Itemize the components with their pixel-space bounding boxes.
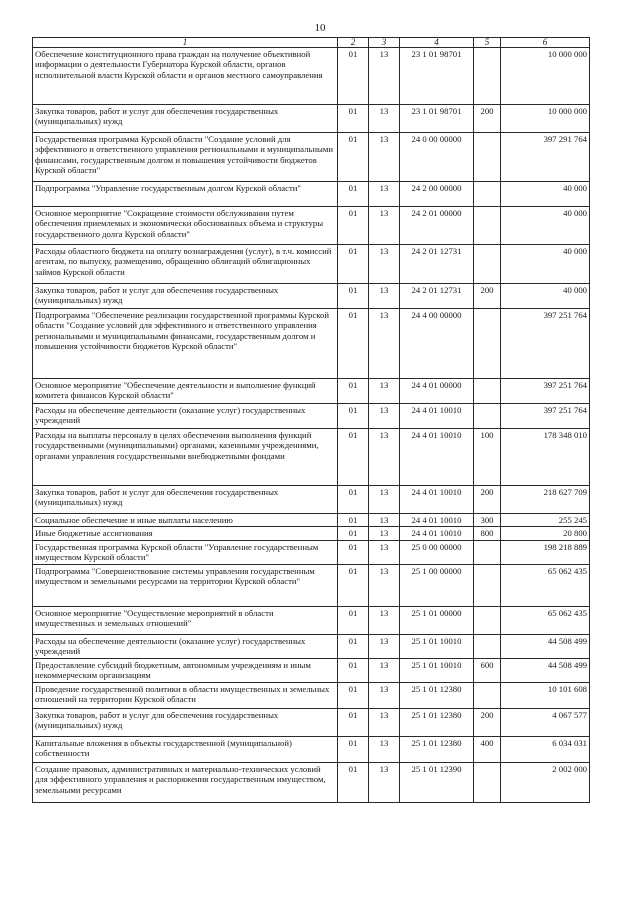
budget-table <box>32 37 590 803</box>
table-row <box>33 708 590 736</box>
column-header-amount: 6 <box>501 38 590 48</box>
row-amount-cell: 397 251 764 <box>501 309 590 379</box>
row-amount-cell: 65 062 435 <box>501 606 590 634</box>
row-subsection-cell: 13 <box>369 658 400 682</box>
row-name-cell: Расходы областного бюджета на оплату вознаграждения (услуг), в т.ч. комиссий агентам, по выпуску, размещению, обращению облигаций облигационных займов Курской области <box>33 245 338 284</box>
row-amount-cell: 44 508 499 <box>501 658 590 682</box>
row-target-item-cell: 25 1 01 12390 <box>400 762 474 802</box>
row-expense-type-cell <box>474 133 501 182</box>
row-subsection-cell: 13 <box>369 606 400 634</box>
table-row <box>33 207 590 245</box>
row-target-item-cell: 23 1 01 98701 <box>400 105 474 133</box>
row-amount-cell: 255 245 <box>501 514 590 527</box>
row-section-cell: 01 <box>338 207 369 245</box>
row-name-cell: Иные бюджетные ассигнования <box>33 527 338 540</box>
row-amount-cell: 65 062 435 <box>501 564 590 606</box>
row-expense-type-cell <box>474 540 501 564</box>
table-row <box>33 527 590 540</box>
table-row <box>33 514 590 527</box>
row-expense-type-cell: 600 <box>474 658 501 682</box>
row-subsection-cell: 13 <box>369 486 400 514</box>
row-subsection-cell: 13 <box>369 540 400 564</box>
row-amount-cell: 20 800 <box>501 527 590 540</box>
row-name-cell: Подпрограмма "Управление государственным долгом Курской области" <box>33 182 338 207</box>
row-name-cell: Расходы на выплаты персоналу в целях обеспечения выполнения функций государственными (муниципальными) органами, казенными учреждениями, органами управления государственными внебюджетными фондами <box>33 429 338 486</box>
row-section-cell: 01 <box>338 404 369 429</box>
row-section-cell: 01 <box>338 284 369 309</box>
table-row <box>33 606 590 634</box>
column-header-target-item: 4 <box>400 38 474 48</box>
table-row <box>33 564 590 606</box>
row-subsection-cell: 13 <box>369 48 400 105</box>
row-target-item-cell: 25 1 01 10010 <box>400 634 474 658</box>
row-amount-cell: 6 034 031 <box>501 736 590 762</box>
table-row <box>33 284 590 309</box>
row-expense-type-cell <box>474 182 501 207</box>
row-subsection-cell: 13 <box>369 379 400 404</box>
row-target-item-cell: 25 1 01 12380 <box>400 682 474 708</box>
row-expense-type-cell <box>474 245 501 284</box>
row-name-cell: Проведение государственной политики в области имущественных и земельных отношений на территории Курской области <box>33 682 338 708</box>
row-target-item-cell: 25 1 01 10010 <box>400 658 474 682</box>
table-row <box>33 48 590 105</box>
table-row <box>33 486 590 514</box>
row-expense-type-cell: 800 <box>474 527 501 540</box>
row-amount-cell: 178 348 010 <box>501 429 590 486</box>
row-subsection-cell: 13 <box>369 133 400 182</box>
row-name-cell: Закупка товаров, работ и услуг для обеспечения государственных (муниципальных) нужд <box>33 708 338 736</box>
row-target-item-cell: 24 4 01 10010 <box>400 429 474 486</box>
row-amount-cell: 218 627 709 <box>501 486 590 514</box>
row-subsection-cell: 13 <box>369 309 400 379</box>
row-name-cell: Капитальные вложения в объекты государственной (муниципальной) собственности <box>33 736 338 762</box>
row-section-cell: 01 <box>338 606 369 634</box>
row-section-cell: 01 <box>338 429 369 486</box>
row-name-cell: Основное мероприятие "Осуществление мероприятий в области имущественных и земельных отношений" <box>33 606 338 634</box>
row-name-cell: Социальное обеспечение и иные выплаты населению <box>33 514 338 527</box>
row-name-cell: Основное мероприятие "Сокращение стоимости обслуживания путем обеспечения приемлемых и экономически обоснованных объема и структуры государственного долга Курской области" <box>33 207 338 245</box>
row-target-item-cell: 25 1 00 00000 <box>400 564 474 606</box>
row-subsection-cell: 13 <box>369 708 400 736</box>
row-section-cell: 01 <box>338 708 369 736</box>
row-expense-type-cell <box>474 207 501 245</box>
row-target-item-cell: 24 2 01 00000 <box>400 207 474 245</box>
row-name-cell: Закупка товаров, работ и услуг для обеспечения государственных (муниципальных) нужд <box>33 486 338 514</box>
row-amount-cell: 40 000 <box>501 182 590 207</box>
row-expense-type-cell <box>474 682 501 708</box>
row-target-item-cell: 24 2 00 00000 <box>400 182 474 207</box>
row-subsection-cell: 13 <box>369 207 400 245</box>
row-name-cell: Создание правовых, административных и материально-технических условий для эффективного управления и распоряжения государственным имуществом, земельными ресурсами <box>33 762 338 802</box>
row-name-cell: Государственная программа Курской области "Создание условий для эффективного и ответственного управления региональными и муниципальными финансами, государственным долгом и повышения устойчивости бюджетов Курской области" <box>33 133 338 182</box>
table-row <box>33 404 590 429</box>
row-target-item-cell: 24 0 00 00000 <box>400 133 474 182</box>
row-expense-type-cell: 200 <box>474 708 501 736</box>
row-section-cell: 01 <box>338 105 369 133</box>
row-subsection-cell: 13 <box>369 284 400 309</box>
row-amount-cell: 40 000 <box>501 284 590 309</box>
row-expense-type-cell <box>474 606 501 634</box>
row-target-item-cell: 25 1 01 12380 <box>400 708 474 736</box>
row-section-cell: 01 <box>338 682 369 708</box>
table-row <box>33 429 590 486</box>
row-name-cell: Закупка товаров, работ и услуг для обеспечения государственных (муниципальных) нужд <box>33 105 338 133</box>
row-subsection-cell: 13 <box>369 105 400 133</box>
table-row <box>33 762 590 802</box>
row-amount-cell: 10 000 000 <box>501 105 590 133</box>
row-expense-type-cell: 400 <box>474 736 501 762</box>
table-row <box>33 540 590 564</box>
row-section-cell: 01 <box>338 182 369 207</box>
row-amount-cell: 10 101 608 <box>501 682 590 708</box>
row-subsection-cell: 13 <box>369 634 400 658</box>
table-row <box>33 682 590 708</box>
row-name-cell: Расходы на обеспечение деятельности (оказание услуг) государственных учреждений <box>33 634 338 658</box>
row-expense-type-cell: 200 <box>474 486 501 514</box>
row-section-cell: 01 <box>338 514 369 527</box>
table-row <box>33 245 590 284</box>
row-expense-type-cell <box>474 48 501 105</box>
column-header-expense-type: 5 <box>474 38 501 48</box>
row-expense-type-cell <box>474 564 501 606</box>
row-amount-cell: 397 251 764 <box>501 379 590 404</box>
table-header-row <box>33 38 590 48</box>
table-row <box>33 634 590 658</box>
row-target-item-cell: 25 1 01 00000 <box>400 606 474 634</box>
row-name-cell: Основное мероприятие "Обеспечение деятельности и выполнение функций комитета финансов Курской области" <box>33 379 338 404</box>
row-subsection-cell: 13 <box>369 245 400 284</box>
table-row <box>33 658 590 682</box>
row-amount-cell: 397 251 764 <box>501 404 590 429</box>
row-subsection-cell: 13 <box>369 736 400 762</box>
row-amount-cell: 40 000 <box>501 207 590 245</box>
table-row <box>33 133 590 182</box>
table-row <box>33 182 590 207</box>
row-target-item-cell: 24 4 00 00000 <box>400 309 474 379</box>
row-section-cell: 01 <box>338 762 369 802</box>
row-name-cell: Обеспечение конституционного права граждан на получение объективной информации о деятельности Губернатора Курской области, органов исполнительной власти Курской области и органов местного самоуправления <box>33 48 338 105</box>
row-expense-type-cell <box>474 762 501 802</box>
table-row <box>33 309 590 379</box>
row-subsection-cell: 13 <box>369 762 400 802</box>
column-header-section: 2 <box>338 38 369 48</box>
row-amount-cell: 44 508 499 <box>501 634 590 658</box>
row-section-cell: 01 <box>338 486 369 514</box>
row-subsection-cell: 13 <box>369 564 400 606</box>
row-section-cell: 01 <box>338 48 369 105</box>
row-name-cell: Закупка товаров, работ и услуг для обеспечения государственных (муниципальных) нужд <box>33 284 338 309</box>
row-target-item-cell: 24 2 01 12731 <box>400 284 474 309</box>
row-expense-type-cell: 200 <box>474 105 501 133</box>
row-target-item-cell: 24 2 01 12731 <box>400 245 474 284</box>
row-target-item-cell: 24 4 01 10010 <box>400 404 474 429</box>
row-target-item-cell: 25 0 00 00000 <box>400 540 474 564</box>
page-number: 10 <box>314 22 326 34</box>
row-amount-cell: 198 218 889 <box>501 540 590 564</box>
row-expense-type-cell <box>474 379 501 404</box>
table-row <box>33 379 590 404</box>
column-header-name: 1 <box>33 38 338 48</box>
row-section-cell: 01 <box>338 245 369 284</box>
row-subsection-cell: 13 <box>369 404 400 429</box>
column-header-subsection: 3 <box>369 38 400 48</box>
table-row <box>33 105 590 133</box>
table-row <box>33 736 590 762</box>
row-subsection-cell: 13 <box>369 182 400 207</box>
row-amount-cell: 397 291 764 <box>501 133 590 182</box>
row-target-item-cell: 25 1 01 12380 <box>400 736 474 762</box>
row-section-cell: 01 <box>338 527 369 540</box>
row-section-cell: 01 <box>338 564 369 606</box>
row-section-cell: 01 <box>338 736 369 762</box>
row-expense-type-cell <box>474 309 501 379</box>
row-target-item-cell: 24 4 01 10010 <box>400 514 474 527</box>
row-target-item-cell: 24 4 01 10010 <box>400 486 474 514</box>
row-expense-type-cell: 300 <box>474 514 501 527</box>
row-amount-cell: 4 067 577 <box>501 708 590 736</box>
row-amount-cell: 10 000 000 <box>501 48 590 105</box>
row-section-cell: 01 <box>338 309 369 379</box>
row-name-cell: Подпрограмма "Совершенствование системы управления государственным имуществом и земельными ресурсами на территории Курской области" <box>33 564 338 606</box>
row-expense-type-cell: 100 <box>474 429 501 486</box>
row-target-item-cell: 24 4 01 10010 <box>400 527 474 540</box>
row-name-cell: Подпрограмма "Обеспечение реализации государственной программы Курской области "Создание условий для эффективного и ответственного управления региональными и муниципальными финансами, государственным долгом и повышения устойчивости бюджетов Курской области" <box>33 309 338 379</box>
row-target-item-cell: 24 4 01 00000 <box>400 379 474 404</box>
row-expense-type-cell <box>474 634 501 658</box>
row-expense-type-cell: 200 <box>474 284 501 309</box>
row-section-cell: 01 <box>338 634 369 658</box>
row-section-cell: 01 <box>338 540 369 564</box>
row-section-cell: 01 <box>338 658 369 682</box>
row-section-cell: 01 <box>338 133 369 182</box>
row-target-item-cell: 23 1 01 98701 <box>400 48 474 105</box>
row-name-cell: Расходы на обеспечение деятельности (оказание услуг) государственных учреждений <box>33 404 338 429</box>
row-subsection-cell: 13 <box>369 527 400 540</box>
row-amount-cell: 2 002 000 <box>501 762 590 802</box>
row-amount-cell: 40 000 <box>501 245 590 284</box>
row-section-cell: 01 <box>338 379 369 404</box>
row-name-cell: Предоставление субсидий бюджетным, автономным учреждениям и иным некоммерческим организациям <box>33 658 338 682</box>
row-expense-type-cell <box>474 404 501 429</box>
row-subsection-cell: 13 <box>369 514 400 527</box>
row-subsection-cell: 13 <box>369 429 400 486</box>
row-name-cell: Государственная программа Курской области "Управление государственным имуществом Курской области" <box>33 540 338 564</box>
row-subsection-cell: 13 <box>369 682 400 708</box>
